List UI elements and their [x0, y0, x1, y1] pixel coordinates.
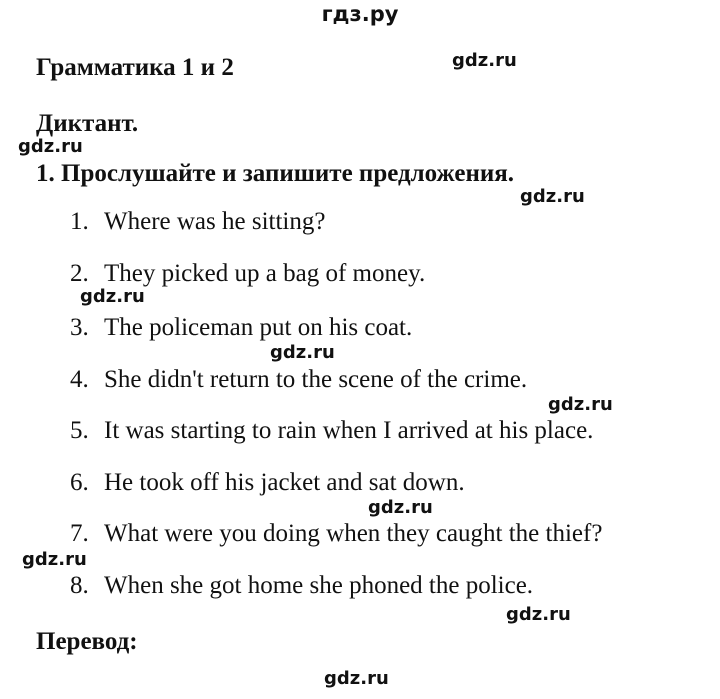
sentence-text: It was starting to rain when I arrived at his place. — [104, 417, 594, 444]
sentence-item-1 — [70, 208, 325, 236]
watermark: gdz.ru — [22, 549, 87, 570]
sentence-number: 6. — [70, 469, 89, 496]
sentence-item-8 — [70, 572, 533, 600]
sentence-item-4 — [70, 366, 527, 394]
watermark: gdz.ru — [520, 186, 585, 207]
sentence-text: What were you doing when they caught the thief? — [104, 520, 603, 547]
dictation-label: Диктант. — [36, 110, 139, 137]
watermark: gdz.ru — [270, 342, 335, 363]
sentence-number: 5. — [70, 417, 89, 444]
sentence-item-6 — [70, 469, 465, 497]
watermark: gdz.ru — [548, 394, 613, 415]
sentence-item-3 — [70, 314, 412, 342]
watermark: gdz.ru — [324, 668, 389, 689]
sentence-text: The policeman put on his coat. — [104, 314, 413, 341]
translation-label: Перевод: — [36, 628, 138, 655]
watermark: gdz.ru — [506, 604, 571, 625]
sentence-number: 8. — [70, 572, 89, 599]
sentence-text: He took off his jacket and sat down. — [104, 469, 465, 496]
section-title: Грамматика 1 и 2 — [36, 54, 234, 81]
watermark: gdz.ru — [452, 50, 517, 71]
sentence-number: 7. — [70, 520, 89, 547]
sentence-item-7 — [70, 520, 602, 548]
watermark: gdz.ru — [80, 286, 145, 307]
sentence-number: 1. — [70, 208, 89, 235]
watermark: gdz.ru — [18, 136, 83, 157]
watermark: gdz.ru — [368, 497, 433, 518]
sentence-text: When she got home she phoned the police. — [104, 572, 534, 599]
sentence-text: Where was he sitting? — [104, 208, 326, 235]
sentence-item-2 — [70, 260, 425, 288]
sentence-item-5 — [70, 417, 593, 445]
sentence-text: She didn't return to the scene of the crime. — [104, 366, 528, 393]
site-header: гдз.ру — [321, 2, 399, 26]
sentence-text: They picked up a bag of money. — [104, 260, 426, 287]
sentence-number: 2. — [70, 260, 89, 287]
sentence-number: 4. — [70, 366, 89, 393]
task-instruction: 1. Прослушайте и запишите предложения. — [36, 160, 515, 187]
sentence-number: 3. — [70, 314, 89, 341]
